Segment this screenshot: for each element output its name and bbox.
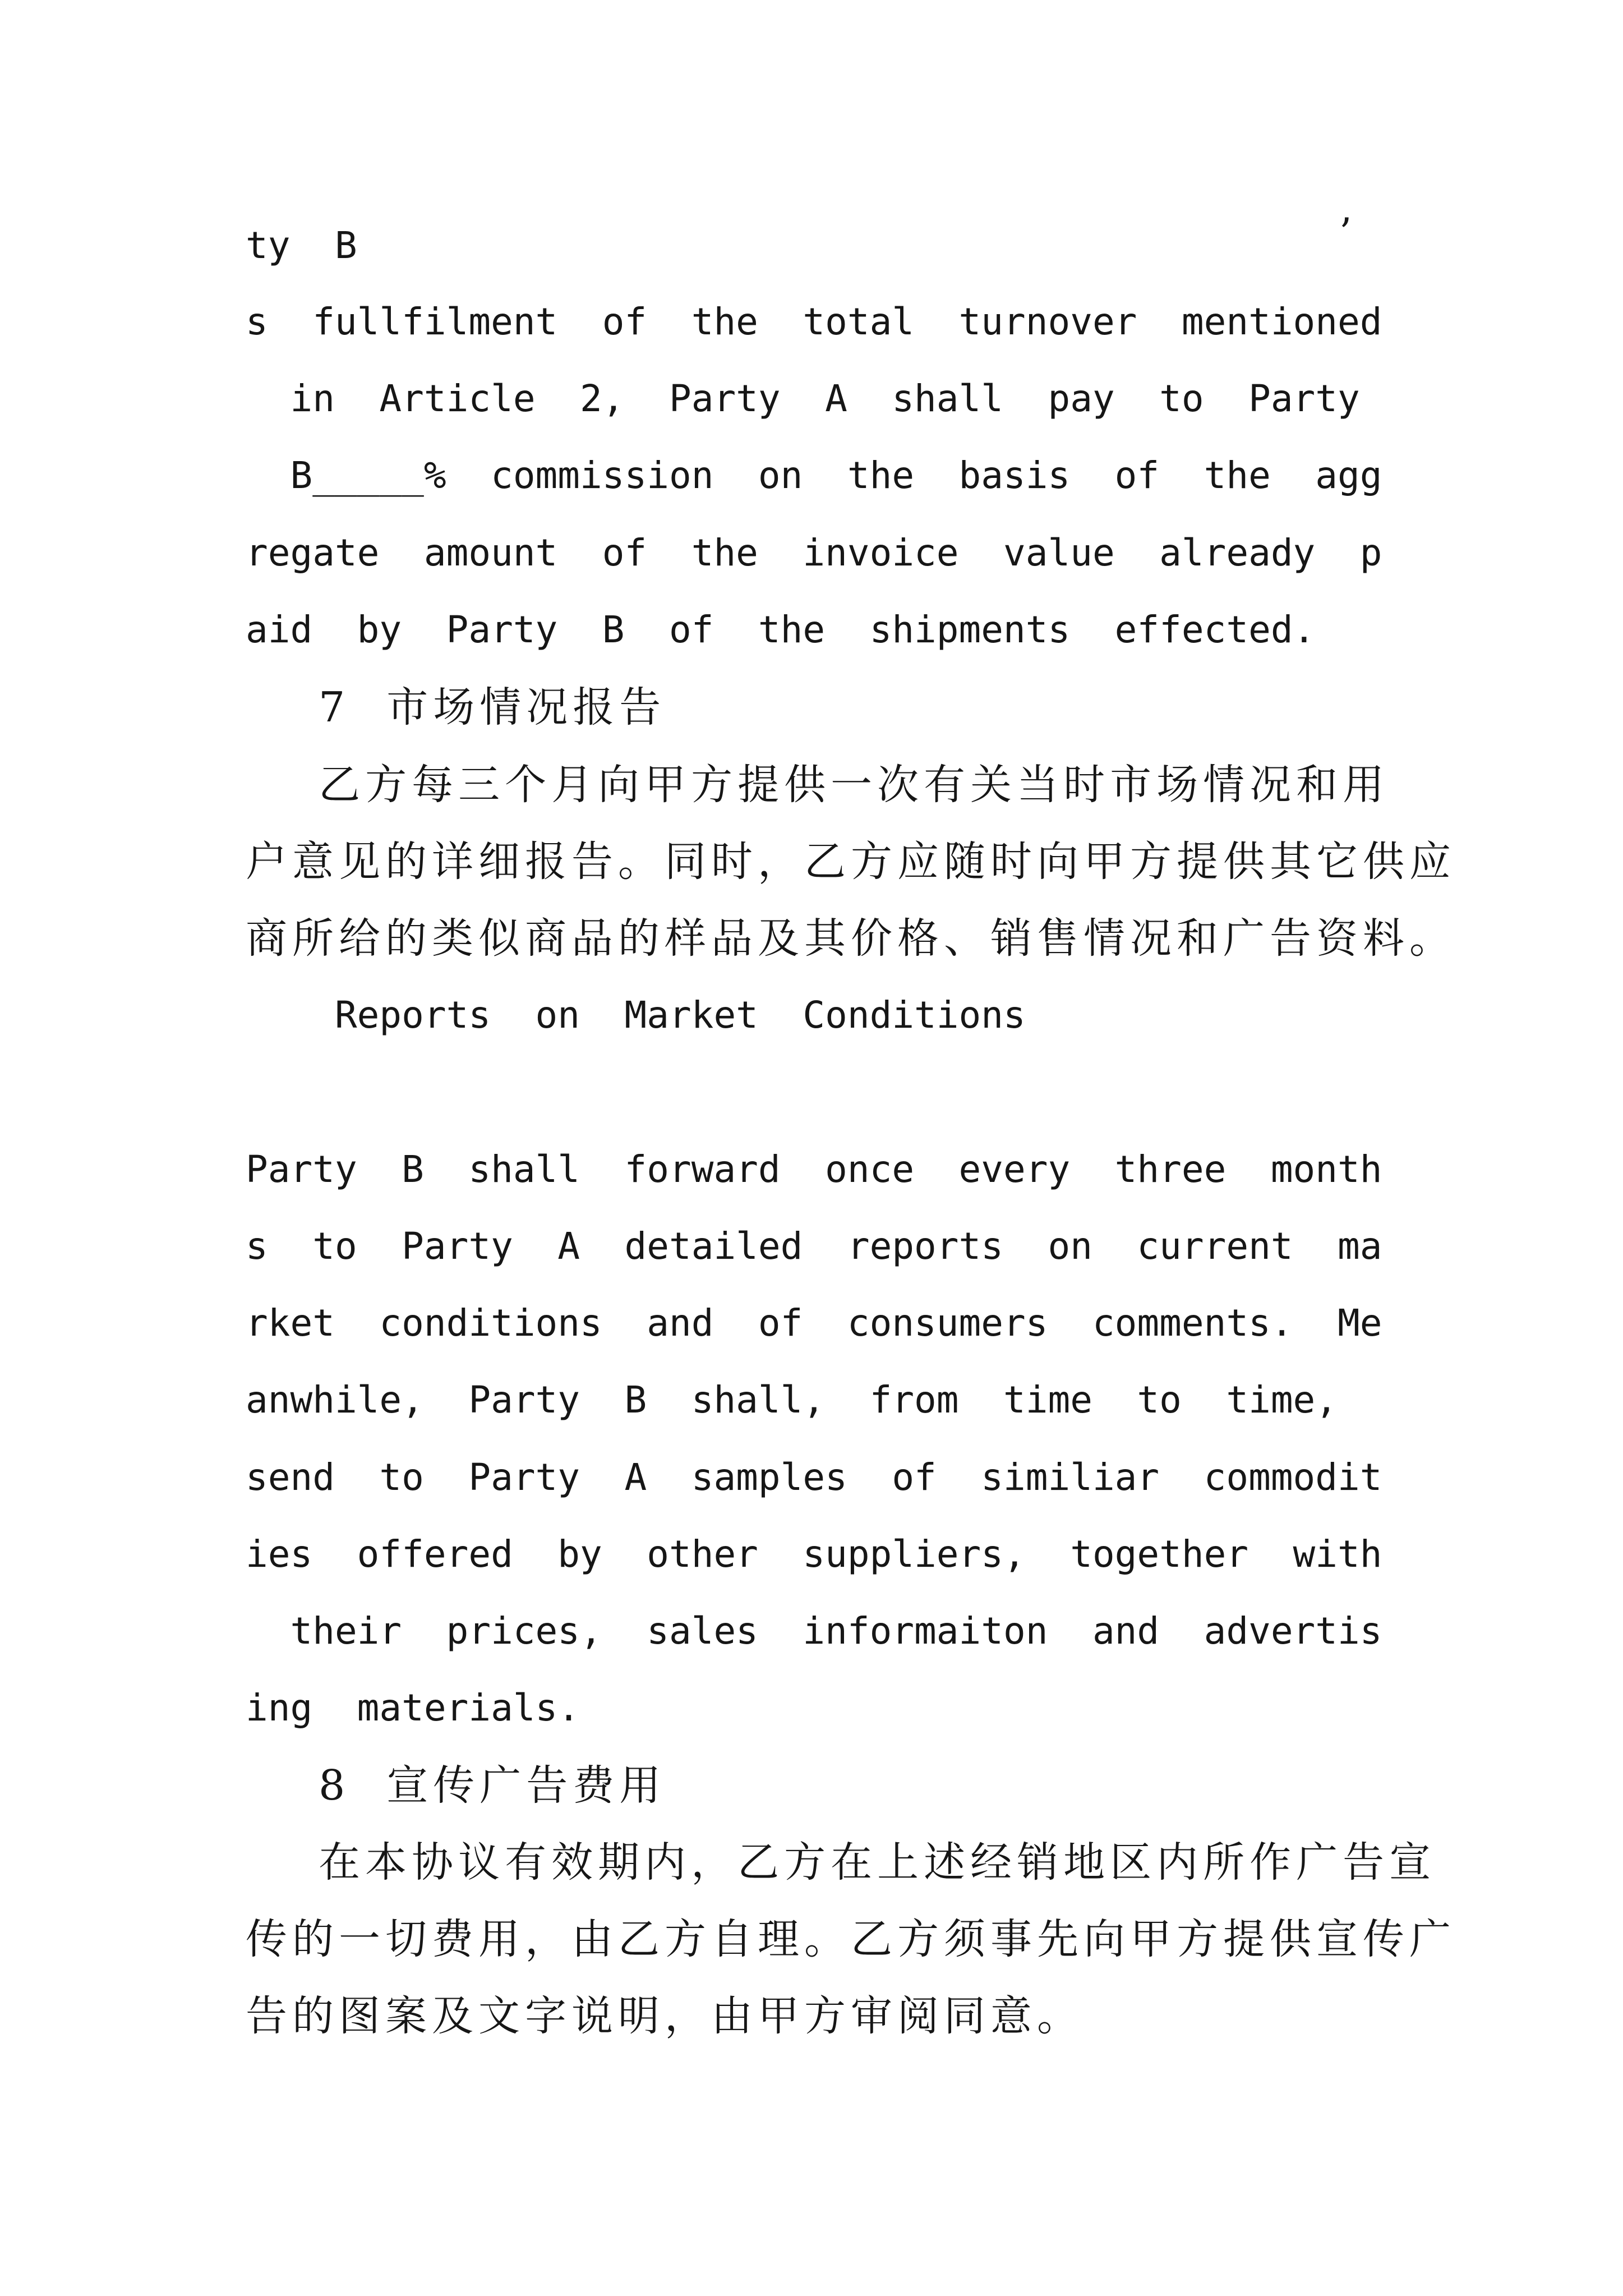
text-line: ies offered by other suppliers, together with (246, 1533, 1382, 1576)
text-line: send to Party A samples of similiar commodit (246, 1456, 1382, 1499)
text-line: aid by Party B of the shipments effected. (246, 608, 1316, 651)
text-line: ing materials. (246, 1686, 580, 1729)
text-line: regate amount of the invoice value already p (246, 531, 1382, 574)
text-line: s to Party A detailed reports on current ma (246, 1225, 1382, 1268)
text-line: 告的图案及文字说明，由甲方审阅同意。 (246, 1992, 1083, 2040)
text-line: 户意见的详细报告。同时，乙方应随时向甲方提供其它供应 (246, 838, 1456, 886)
text-line: s fullfilment of the total turnover mentioned (246, 300, 1382, 343)
text-line: their prices, sales informaiton and advertis (246, 1609, 1382, 1653)
text-line: 在本协议有效期内，乙方在上述经销地区内所作广告宣 (246, 1838, 1436, 1887)
section-heading: Reports on Market Conditions (246, 993, 1026, 1037)
text-line: anwhile, Party B shall, from time to time, (246, 1378, 1338, 1421)
text-line: 乙方每三个月向甲方提供一次有关当时市场情况和用 (246, 761, 1390, 809)
text-line: 商所给的类似商品的样品及其价格、销售情况和广告资料。 (246, 914, 1456, 963)
section-heading: 8 宣传广告费用 (246, 1761, 666, 1810)
text-line: rket conditions and of consumers comments. Me (246, 1301, 1382, 1345)
text-line: Party B shall forward once every three month (246, 1148, 1382, 1191)
section-heading: 7 市场情况报告 (246, 683, 666, 731)
text-line: ty B (246, 224, 357, 267)
text-line: 传的一切费用，由乙方自理。乙方须事先向甲方提供宣传广 (246, 1915, 1456, 1963)
text-line: B_____% commission on the basis of the agg (246, 454, 1382, 497)
apostrophe-mark: ’ (1339, 210, 1352, 256)
text-line: in Article 2, Party A shall pay to Party (246, 377, 1360, 420)
